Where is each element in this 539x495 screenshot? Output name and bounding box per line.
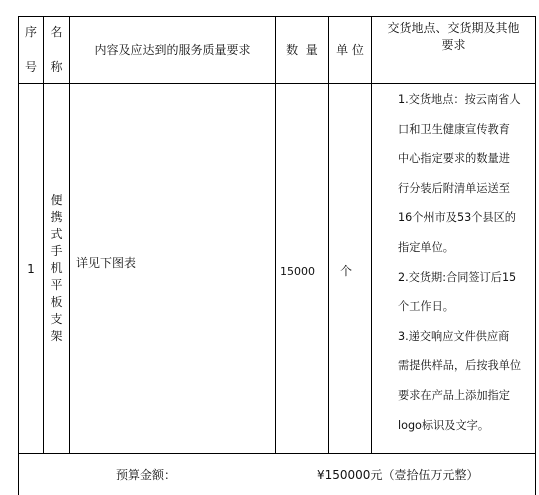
header-name-char-2: 称 — [50, 60, 63, 74]
row-name-char: 携 — [50, 210, 63, 224]
requirement-line: logo标识及文字。 — [398, 418, 490, 432]
procurement-table — [18, 16, 536, 495]
row-name-char: 平 — [50, 278, 63, 292]
row-name-char: 板 — [50, 295, 63, 309]
row-content: 详见下图表 — [76, 256, 137, 270]
header-unit: 单 位 — [336, 43, 364, 57]
requirement-line: 1.交货地点：按云南省人 — [398, 93, 521, 106]
budget-label: 预算金额： — [116, 468, 177, 482]
table-right-border — [535, 16, 536, 495]
requirement-line: 行分装后附清单运送至 — [398, 181, 510, 195]
requirement-line: 2.交货期:合同签订后15 — [398, 270, 517, 284]
row-name-char: 式 — [50, 227, 63, 241]
header-name-char-1: 名 — [50, 25, 63, 39]
row-name-char: 机 — [50, 261, 63, 275]
header-index-char-1: 序 — [24, 25, 37, 39]
row-name — [44, 84, 69, 453]
header-delivery-line-1: 交货地点、交货期及其他 — [387, 21, 520, 35]
header-index-char-2: 号 — [24, 60, 37, 74]
requirement-line: 中心指定要求的数量进 — [398, 152, 510, 166]
row-name-char: 架 — [50, 329, 63, 343]
header-content: 内容及应达到的服务质量要求 — [94, 43, 251, 57]
header-delivery-line-2: 要求 — [441, 38, 466, 52]
header-delivery — [372, 17, 535, 57]
requirement-line: 指定单位。 — [398, 241, 454, 254]
header-bottom-border — [18, 83, 536, 84]
header-index — [19, 17, 43, 83]
requirement-line: 个工作日。 — [398, 300, 454, 314]
row-name-char: 手 — [50, 244, 63, 258]
row-index: 1 — [27, 261, 35, 276]
budget-value: ¥150000元（壹拾伍万元整） — [317, 468, 479, 482]
requirement-line: 需提供样品，后按我单位 — [398, 359, 522, 373]
requirement-line: 要求在产品上添加指定 — [398, 389, 510, 402]
header-quantity: 数 量 — [286, 43, 318, 57]
row-name-char: 便 — [50, 193, 63, 207]
row-unit: 个 — [340, 264, 353, 278]
header-name — [44, 17, 69, 83]
row-quantity: 15000 — [280, 265, 315, 278]
requirement-line: 3.递交响应文件供应商 — [398, 329, 510, 343]
col-divider-5 — [371, 16, 372, 453]
row-bottom-border — [18, 453, 536, 454]
requirement-line: 16个州市及53个县区的 — [398, 211, 516, 225]
row-name-char: 支 — [50, 312, 63, 326]
requirement-line: 口和卫生健康宣传教育 — [398, 122, 510, 136]
